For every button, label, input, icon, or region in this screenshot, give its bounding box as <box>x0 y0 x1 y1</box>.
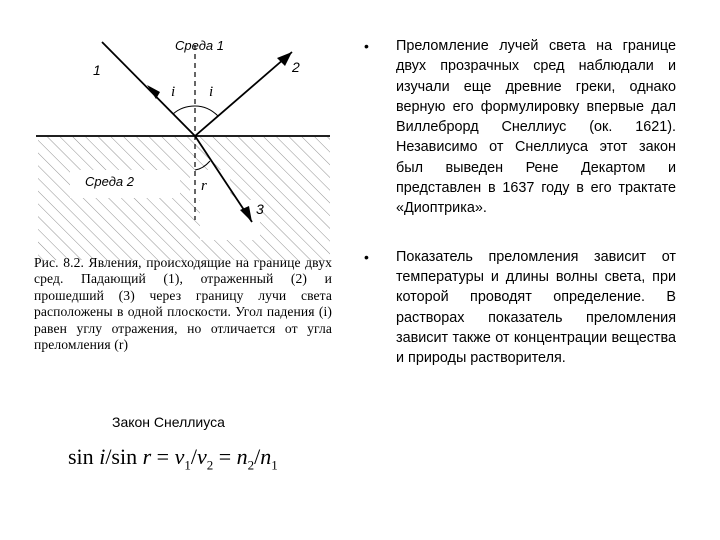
bullet-item-2 <box>364 247 676 369</box>
bullet-text-2: Показатель преломления зависит от температуры и длины волны света, при которой проводят определение. В растворах показатель преломления зависит также от концентрации вещества и природы растворителя. <box>396 248 676 367</box>
ray-1-label: 1 <box>93 62 101 78</box>
ray-2-label: 2 <box>292 59 300 75</box>
medium-2-label: Среда 2 <box>85 174 134 189</box>
angle-refraction-label: r <box>201 178 207 194</box>
bullet-marker: • <box>364 38 369 54</box>
angle-incidence-label: i <box>171 84 176 100</box>
medium-2-hatching <box>38 137 330 260</box>
ray-3-label: 3 <box>256 201 264 217</box>
figure-caption: Рис. 8.2. Явления, происходящие на границе двух сред. Падающий (1), отраженный (2) и прошедший (3) через границу лучи света расположены в одной плоскости. Угол падения (i) равен углу отражения, но отличается от угла преломления (r) <box>34 255 332 353</box>
incident-ray <box>102 42 195 136</box>
snell-formula: sin i/sin $r = v_1/v_2 = n_2/n_1$ <box>68 444 278 473</box>
bullet-text-1: Преломление лучей света на границе двух прозрачных сред наблюдали и изучали еще древние греки, однако верную его формулировку впервые дал Виллеброрд Снеллиус (ок. 1621). Независимо от Снеллиуса этот закон был выведен Рене Декартом и представлен в 1637 году в его трактате «Диоптрика». <box>396 38 676 217</box>
angle-reflection-label: i <box>209 84 214 100</box>
bullet-marker: • <box>364 248 369 265</box>
bullet-item-1 <box>364 36 676 219</box>
bullet-list <box>364 36 676 368</box>
refraction-diagram <box>30 30 330 260</box>
medium-1-label: Среда 1 <box>175 38 224 53</box>
law-title: Закон Снеллиуса <box>112 414 225 430</box>
